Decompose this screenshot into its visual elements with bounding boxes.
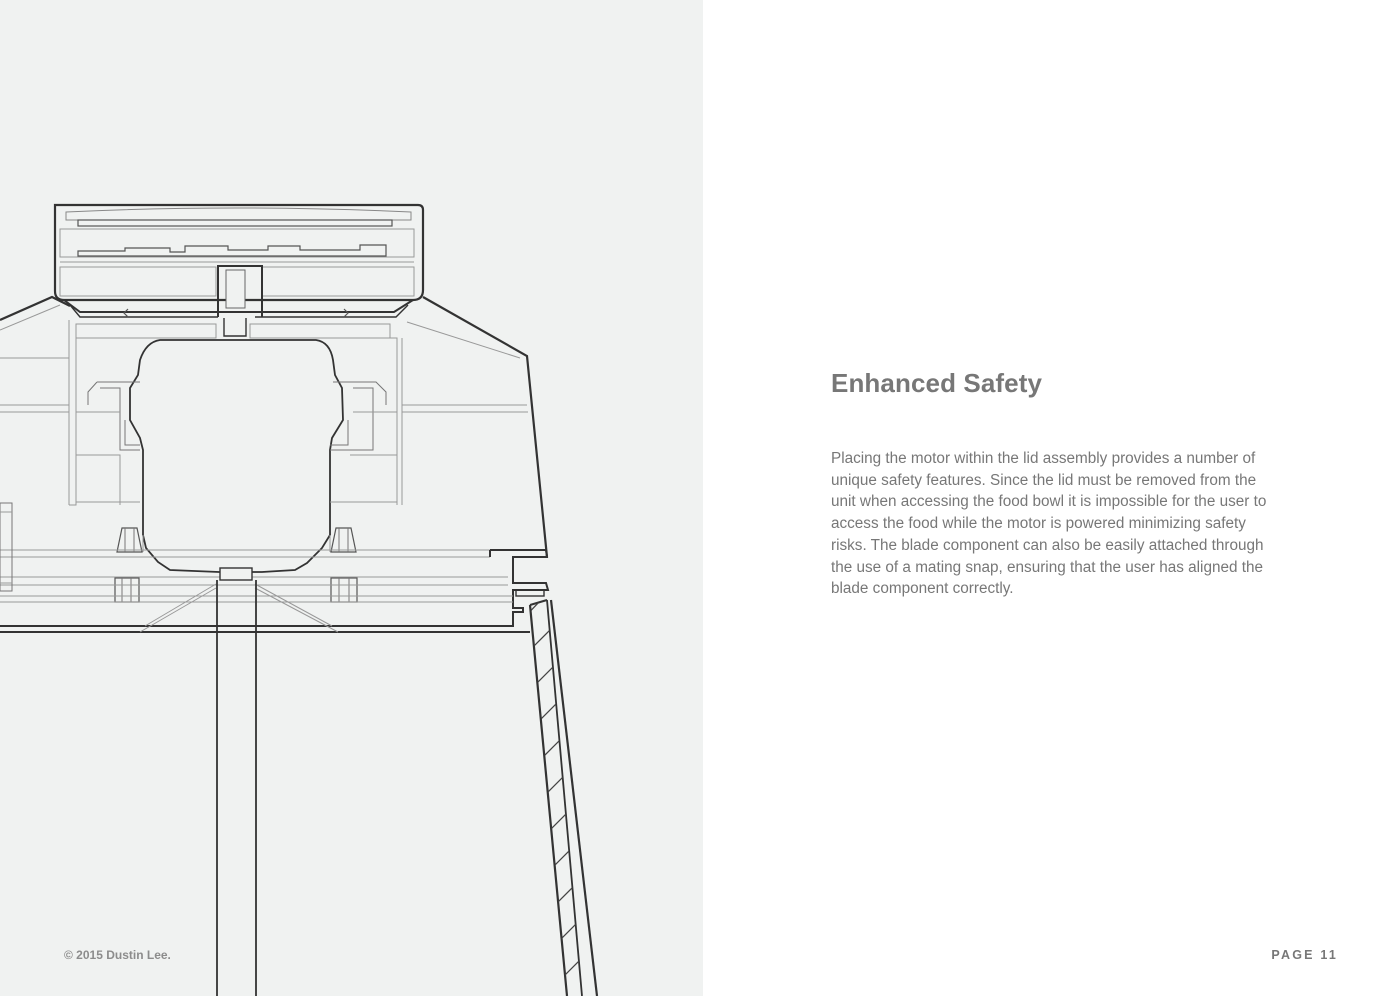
section-title: Enhanced Safety [831,368,1043,398]
section-body: Placing the motor within the lid assembly provides a number of unique safety features. Since the lid must be removed from the unit when accessing the food bowl it is impossible for the user to access the food while the motor is powered minimizing safety risks. The blade component can also be easily attached through the use of a mating snap, ensuring that the user has aligned the blade component correctly. [831,450,1267,598]
motor-housing [76,340,397,572]
text-panel [703,0,1400,996]
page-number: PAGE 11 [1271,948,1338,962]
bowl-wall [520,580,600,996]
copyright-text: © 2015 Dustin Lee. [64,948,171,962]
